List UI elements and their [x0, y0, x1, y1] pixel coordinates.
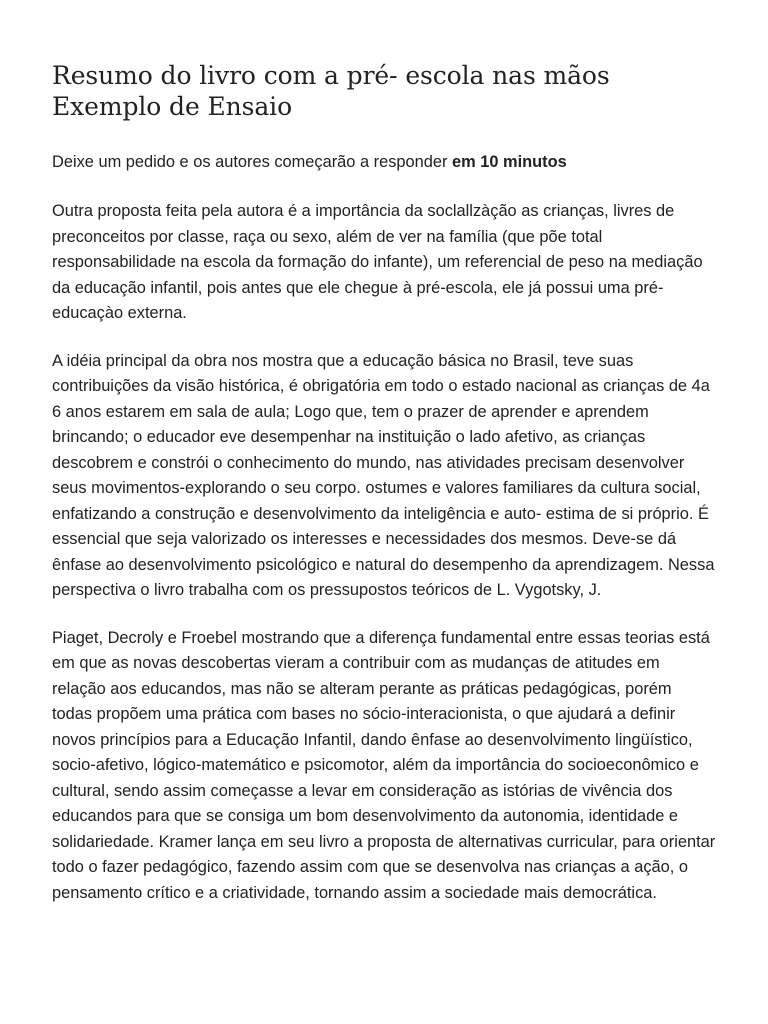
essay-paragraph-1: Outra proposta feita pela autora é a importância da soclallzàção as crianças, livres de preconceitos por classe, raça ou sexo, além de ver na família (que põe total responsabilidade na escola da formação do infante), um referencial de peso na mediação da educação infantil, pois antes que ele chegue à pré-escola, ele já possui uma pré-educaçào externa.: [52, 202, 703, 322]
order-prompt-emphasis: em 10 minutos: [451, 153, 567, 171]
order-prompt: [52, 150, 716, 175]
essay-paragraph-2: A idéia principal da obra nos mostra que a educação básica no Brasil, teve suas contribuições da visão histórica, é obrigatória em todo o estado nacional as crianças de 4a 6 anos estarem em sala de aula; Logo que, tem o prazer de aprender e aprendem brincando; o educador eve desempenhar na instituição o lado afetivo, as crianças descobrem e constrói o conhecimento do mundo, nas atividades precisam desenvolver seus movimentos-explorando o seu corpo. ostumes e valores familiares da cultura social, enfatizando a construção e desenvolvimento da inteligência e auto- estima de si próprio. É essencial que seja valorizado os interesses e necessidades dos mesmos. Deve-se dá ênfase ao desenvolvimento psicológico e natural do desempenho da aprendizagem. Nessa perspectiva o livro trabalha com os pressupostos teóricos de L. Vygotsky, J.: [52, 351, 715, 599]
page-title-line2: Exemplo de Ensaio: [52, 92, 293, 121]
order-prompt-text: Deixe um pedido e os autores começarão a responder: [52, 153, 452, 171]
page-title: [52, 60, 716, 122]
page-title-line1: Resumo do livro com a pré- escola nas mãos: [52, 61, 610, 90]
essay-body: [52, 199, 716, 906]
essay-paragraph-3: Piaget, Decroly e Froebel mostrando que a diferença fundamental entre essas teorias está em que as novas descobertas vieram a contribuir com as mudanças de atitudes em relação aos educandos, mas não se alteram perante as práticas pedagógicas, porém todas propõem uma prática com bases no sócio-interacionista, o que ajudará a definir novos princípios para a Educação Infantil, dando ênfase ao desenvolvimento lingüístico, socio-afetivo, lógico-matemático e psicomotor, além da importância do socioeconômico e cultural, sendo assim começasse a levar em consideração as istórias de vivência dos educandos para que se consiga um bom desenvolvimento da autonomia, identidade e solidariedade. Kramer lança em seu livro a proposta de alternativas curricular, para orientar todo o fazer pedagógico, fazendo assim com que se desenvolva nas crianças a ação, o pensamento crítico e a criatividade, tornando assim a sociedade mais democrática.: [52, 628, 716, 902]
